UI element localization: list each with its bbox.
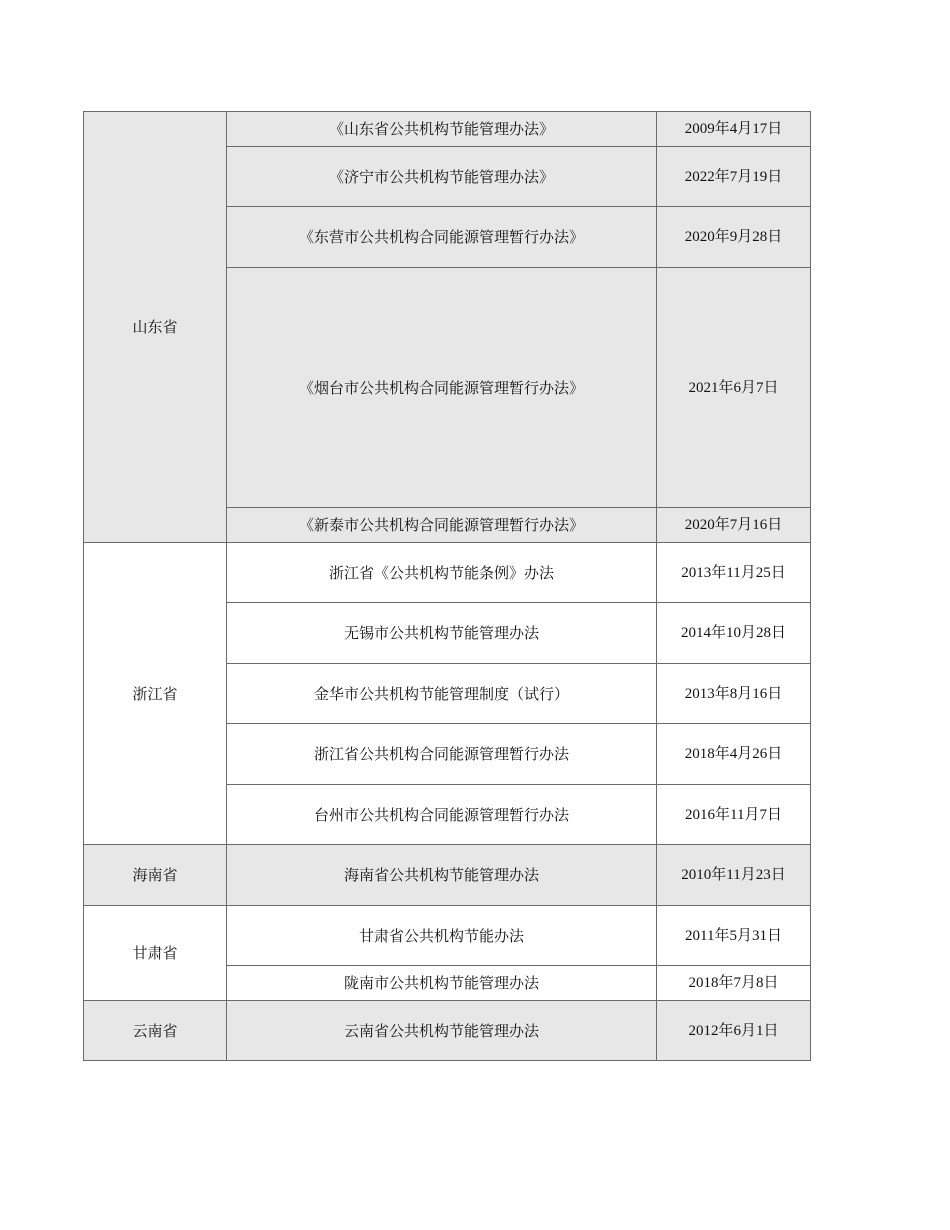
table-row: [84, 1001, 811, 1061]
issue-date-cell: 2020年9月28日: [657, 207, 811, 268]
issue-date-cell: 2013年8月16日: [657, 664, 811, 724]
issue-date-cell: 2022年7月19日: [657, 147, 811, 207]
document-title-cell: 《山东省公共机构节能管理办法》: [227, 112, 657, 147]
province-cell-yunnan: 云南省: [84, 1001, 227, 1061]
table-row: [84, 543, 811, 603]
document-title-cell: 浙江省《公共机构节能条例》办法: [227, 543, 657, 603]
document-title-cell: 云南省公共机构节能管理办法: [227, 1001, 657, 1061]
document-title-cell: 甘肃省公共机构节能办法: [227, 906, 657, 966]
issue-date-cell: 2012年6月1日: [657, 1001, 811, 1061]
document-title-cell: 《烟台市公共机构合同能源管理暂行办法》: [227, 268, 657, 508]
province-cell-shandong: 山东省: [84, 112, 227, 543]
document-title-cell: 陇南市公共机构节能管理办法: [227, 966, 657, 1001]
document-title-cell: 浙江省公共机构合同能源管理暂行办法: [227, 724, 657, 785]
province-cell-hainan: 海南省: [84, 845, 227, 906]
issue-date-cell: 2020年7月16日: [657, 508, 811, 543]
province-cell-gansu: 甘肃省: [84, 906, 227, 1001]
document-title-cell: 《济宁市公共机构节能管理办法》: [227, 147, 657, 207]
issue-date-cell: 2014年10月28日: [657, 603, 811, 664]
document-title-cell: 台州市公共机构合同能源管理暂行办法: [227, 785, 657, 845]
table-row: [84, 906, 811, 966]
issue-date-cell: 2016年11月7日: [657, 785, 811, 845]
issue-date-cell: 2018年4月26日: [657, 724, 811, 785]
issue-date-cell: 2011年5月31日: [657, 906, 811, 966]
policy-table: [83, 111, 811, 1061]
document-title-cell: 金华市公共机构节能管理制度（试行）: [227, 664, 657, 724]
table-row: [84, 845, 811, 906]
table-row: [84, 112, 811, 147]
document-title-cell: 《东营市公共机构合同能源管理暂行办法》: [227, 207, 657, 268]
document-title-cell: 海南省公共机构节能管理办法: [227, 845, 657, 906]
issue-date-cell: 2010年11月23日: [657, 845, 811, 906]
issue-date-cell: 2013年11月25日: [657, 543, 811, 603]
issue-date-cell: 2018年7月8日: [657, 966, 811, 1001]
issue-date-cell: 2009年4月17日: [657, 112, 811, 147]
document-title-cell: 《新泰市公共机构合同能源管理暂行办法》: [227, 508, 657, 543]
issue-date-cell: 2021年6月7日: [657, 268, 811, 508]
province-cell-zhejiang: 浙江省: [84, 543, 227, 845]
document-title-cell: 无锡市公共机构节能管理办法: [227, 603, 657, 664]
